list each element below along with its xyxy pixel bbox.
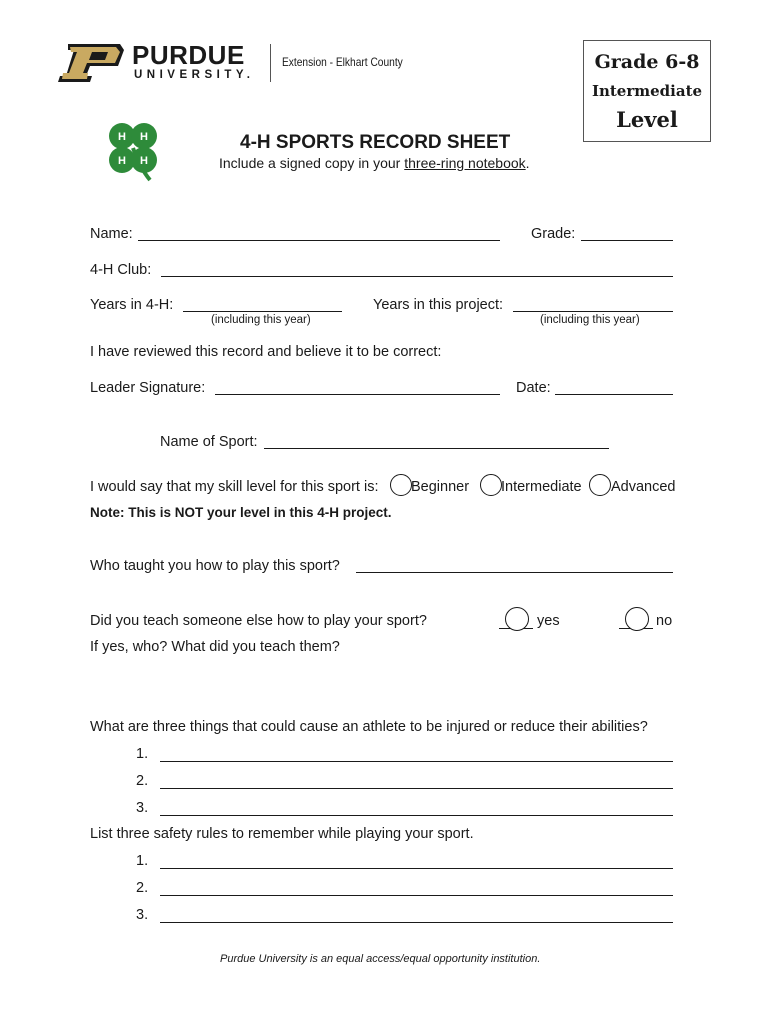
who-taught-field[interactable] bbox=[356, 572, 673, 573]
intermediate-label: Intermediate bbox=[501, 479, 582, 495]
svg-text:H: H bbox=[118, 131, 126, 143]
injury-answer-3[interactable] bbox=[160, 815, 673, 816]
svg-text:H: H bbox=[140, 131, 148, 143]
club-field[interactable] bbox=[161, 276, 673, 277]
years-4h-field[interactable] bbox=[183, 311, 342, 312]
safety-answer-3[interactable] bbox=[160, 922, 673, 923]
name-field[interactable] bbox=[138, 240, 500, 241]
footer-statement: Purdue University is an equal access/equal opportunity institution. bbox=[220, 953, 541, 965]
no-radio[interactable] bbox=[625, 607, 649, 631]
yes-radio[interactable] bbox=[505, 607, 529, 631]
reviewed-statement: I have reviewed this record and believe it to be correct: bbox=[90, 344, 442, 360]
date-label: Date: bbox=[516, 380, 551, 396]
who-taught-question: Who taught you how to play this sport? bbox=[90, 558, 340, 574]
safety-num-2: 2. bbox=[136, 880, 149, 896]
safety-answer-2[interactable] bbox=[160, 895, 673, 896]
yes-label: yes bbox=[537, 613, 560, 629]
name-label: Name: bbox=[90, 226, 133, 242]
logo-university-text: UNIVERSITY. bbox=[134, 69, 255, 81]
grade-level-box bbox=[583, 40, 711, 142]
grade-field[interactable] bbox=[581, 240, 673, 241]
injury-question: What are three things that could cause an athlete to be injured or reduce their abilities? bbox=[90, 719, 648, 735]
injury-answer-1[interactable] bbox=[160, 761, 673, 762]
grade-label: Grade: bbox=[531, 226, 576, 242]
sport-label: Name of Sport: bbox=[160, 434, 258, 450]
date-field[interactable] bbox=[555, 394, 673, 395]
did-teach-question: Did you teach someone else how to play your sport? bbox=[90, 613, 427, 629]
svg-text:H: H bbox=[140, 155, 148, 167]
safety-num-1: 1. bbox=[136, 853, 149, 869]
leader-signature-field[interactable] bbox=[215, 394, 500, 395]
sport-field[interactable] bbox=[264, 448, 609, 449]
beginner-radio[interactable] bbox=[390, 474, 412, 496]
including-note-2: (including this year) bbox=[540, 314, 640, 326]
subtitle-link: three-ring notebook bbox=[404, 155, 526, 171]
header-divider bbox=[270, 44, 271, 82]
advanced-label: Advanced bbox=[611, 479, 676, 495]
subtitle-text: Include a signed copy in your bbox=[219, 155, 405, 171]
safety-num-3: 3. bbox=[136, 907, 149, 923]
beginner-label: Beginner bbox=[411, 479, 470, 495]
injury-num-3: 3. bbox=[136, 800, 149, 816]
grade-box-line1: Grade 6-8 bbox=[594, 51, 700, 73]
grade-box-line3: Level bbox=[616, 107, 678, 132]
safety-answer-1[interactable] bbox=[160, 868, 673, 869]
extension-label: Extension - Elkhart County bbox=[282, 55, 403, 69]
years-project-label: Years in this project: bbox=[373, 297, 504, 313]
purdue-logo bbox=[58, 42, 268, 84]
injury-num-2: 2. bbox=[136, 773, 149, 789]
years-project-field[interactable] bbox=[513, 311, 673, 312]
logo-purdue-text: PURDUE bbox=[132, 40, 245, 70]
safety-question: List three safety rules to remember while playing your sport. bbox=[90, 826, 474, 842]
4h-clover-icon bbox=[100, 116, 170, 186]
years-4h-label: Years in 4-H: bbox=[90, 297, 174, 313]
if-yes-question: If yes, who? What did you teach them? bbox=[90, 639, 340, 655]
leader-signature-label: Leader Signature: bbox=[90, 380, 206, 396]
svg-text:H: H bbox=[118, 155, 126, 167]
intermediate-radio[interactable] bbox=[480, 474, 502, 496]
injury-answer-2[interactable] bbox=[160, 788, 673, 789]
subtitle bbox=[219, 155, 530, 171]
skill-question: I would say that my skill level for this sport is: bbox=[90, 479, 379, 495]
including-note-1: (including this year) bbox=[211, 314, 311, 326]
club-label: 4-H Club: bbox=[90, 262, 152, 278]
injury-num-1: 1. bbox=[136, 746, 149, 762]
advanced-radio[interactable] bbox=[589, 474, 611, 496]
subtitle-end: . bbox=[525, 155, 530, 171]
skill-note: Note: This is NOT your level in this 4-H project. bbox=[90, 505, 392, 520]
purdue-p-icon bbox=[58, 44, 124, 82]
page-title: 4-H SPORTS RECORD SHEET bbox=[240, 132, 511, 153]
grade-box-line2: Intermediate bbox=[591, 82, 703, 100]
no-label: no bbox=[656, 613, 673, 629]
